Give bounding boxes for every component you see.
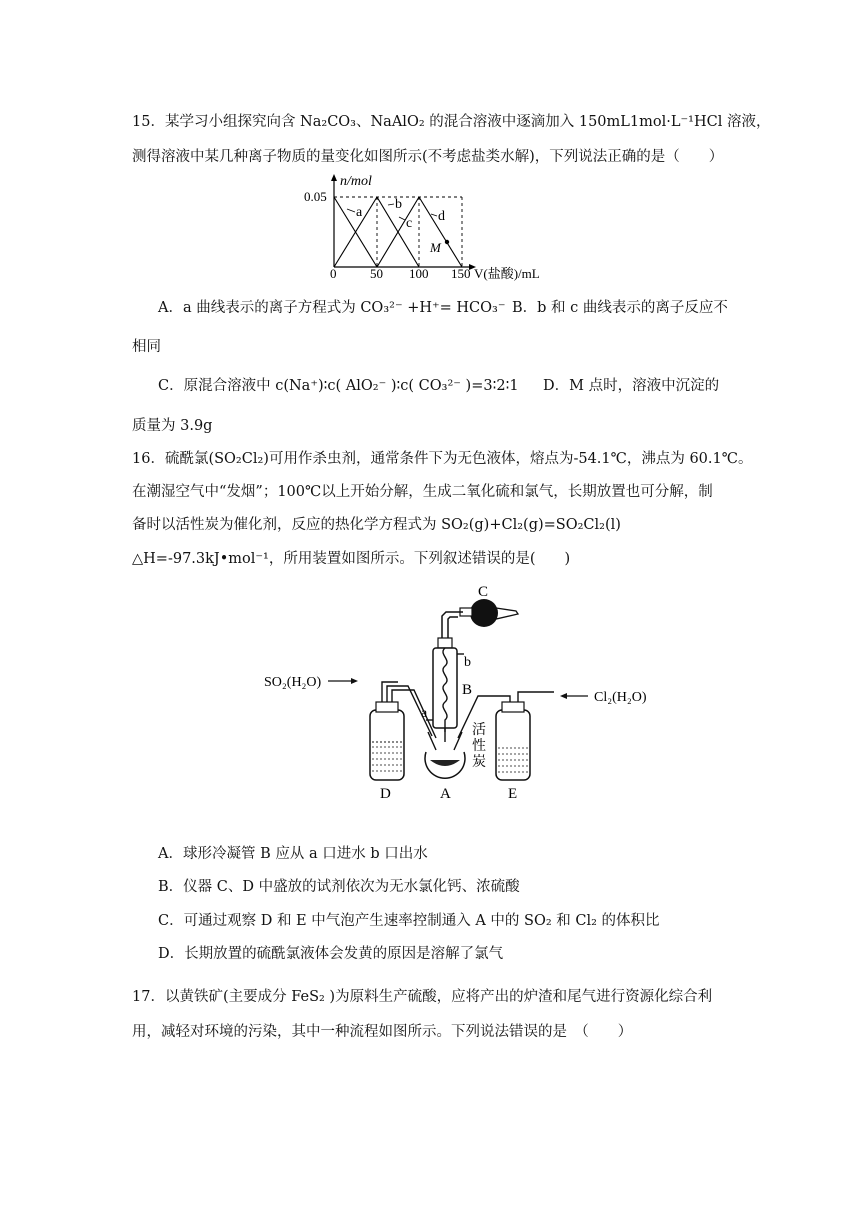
q15-graph (300, 172, 570, 282)
point-label-m: M (430, 240, 441, 255)
y-tick-005: 0.05 (304, 189, 327, 204)
flask-catalyst (430, 760, 460, 766)
q16-option-b: B．仪器 C、D 中盛放的试剂依次为无水氯化钙、浓硫酸 (158, 879, 520, 895)
curve-label-a: a (356, 205, 363, 220)
q16-option-c: C．可通过观察 D 和 E 中气泡产生速率控制通入 A 中的 SO₂ 和 Cl₂ 的体积比 (158, 913, 660, 929)
q17-stem-line2: 用，减轻对环境的污染，其中一种流程如图所示。下列说法错误的是 （ ） (132, 1024, 633, 1040)
x-tick-150: 150 (451, 266, 471, 281)
label-b: B (462, 682, 473, 698)
q17-stem-line1: 17．以黄铁矿(主要成分 FeS₂ )为原料生产硫酸，应将产出的炉渣和尾气进行资源化综合利 (132, 989, 713, 1005)
drying-tube-tip (496, 608, 518, 619)
q15-option-c: C．原混合溶液中 c(Na⁺)∶c( AlO₂⁻ )∶c( CO₃²⁻ )=3∶2∶1 (158, 378, 519, 394)
q15-stem-line1: 15．某学习小组探究向含 Na₂CO₃、NaAlO₂ 的混合溶液中逐滴加入 150mL1mol·L⁻¹HCl 溶液， (132, 114, 771, 130)
q16-stem-line1: 16．硫酰氯(SO₂Cl₂)可用作杀虫剂，通常条件下为无色液体，熔点为-54.1℃，沸点为 60.1℃。 (132, 451, 753, 467)
x-tick-0: 0 (330, 266, 337, 281)
y-axis-arrow (331, 174, 337, 181)
q16-option-d: D．长期放置的硫酰氯液体会发黄的原因是溶解了氯气 (158, 946, 504, 962)
leader-d (431, 214, 437, 216)
stopper-b-top (438, 638, 452, 648)
flask-neck-right (454, 732, 462, 750)
tube-e-inlet (518, 692, 554, 702)
x-axis-label: V(盐酸)/mL (474, 266, 540, 281)
tube-c-to-b-inner (448, 617, 458, 640)
condenser-b (433, 648, 457, 728)
q15-option-b-cont: 相同 (132, 339, 161, 355)
q15-option-d-cont: 质量为 3.9g (132, 418, 213, 434)
q15-stem-line2: 测得溶液中某几种离子物质的量变化如图所示(不考虑盐类水解)，下列说法正确的是（ ） (132, 149, 724, 165)
curve-label-b: b (395, 197, 402, 212)
q16-stem-line3: 备时以活性炭为催化剂，反应的热化学方程式为 SO₂(g)+Cl₂(g)=SO₂Cl₂(l) (132, 517, 621, 533)
y-axis-label: n/mol (340, 174, 372, 189)
stopper-d (376, 702, 398, 712)
bottle-d (370, 710, 404, 780)
so2-arrowhead (351, 678, 358, 684)
label-catalyst-3: 炭 (472, 755, 486, 770)
q16-stem-line2: 在潮湿空气中“发烟”；100℃以上开始分解，生成二氧化硫和氯气，长期放置也可分解，制 (132, 484, 713, 500)
curve-d (419, 197, 462, 267)
x-tick-50: 50 (370, 266, 383, 281)
q16-option-a: A．球形冷凝管 B 应从 a 口进水 b 口出水 (158, 846, 428, 862)
label-e: E (508, 786, 518, 802)
curve-label-c: c (406, 216, 413, 231)
q16-stem-line4: △H=-97.3kJ•mol⁻¹，所用装置如图所示。下列叙述错误的是( ) (132, 551, 571, 567)
cl2-arrowhead (560, 693, 567, 699)
leader-a (347, 209, 355, 212)
drying-bulb-c (470, 599, 498, 627)
leader-b (388, 204, 394, 205)
leader-c (399, 217, 405, 220)
q15-option-a: A．a 曲线表示的离子方程式为 CO₃²⁻ +H⁺= HCO₃⁻ (158, 300, 506, 316)
bottle-e (496, 710, 530, 780)
x-tick-100: 100 (409, 266, 429, 281)
q16-apparatus (258, 582, 648, 804)
label-catalyst-2: 性 (472, 739, 486, 754)
q15-option-d: D．M 点时，溶液中沉淀的 (543, 378, 720, 394)
label-cl2-inlet: Cl₂(H₂O) (594, 690, 647, 705)
stopper-e (502, 702, 524, 712)
point-m (445, 240, 449, 244)
q15-option-b: B．b 和 c 曲线表示的离子反应不 (512, 300, 728, 316)
label-a-port: a (421, 706, 428, 721)
label-d: D (380, 786, 391, 802)
label-a: A (440, 786, 451, 802)
label-c: C (478, 584, 489, 600)
curve-label-d: d (438, 209, 445, 224)
label-so2-inlet: SO₂(H₂O) (264, 675, 322, 690)
label-catalyst-1: 活 (472, 723, 486, 738)
tube-d-inlet (382, 682, 398, 702)
label-b-port: b (464, 655, 471, 670)
